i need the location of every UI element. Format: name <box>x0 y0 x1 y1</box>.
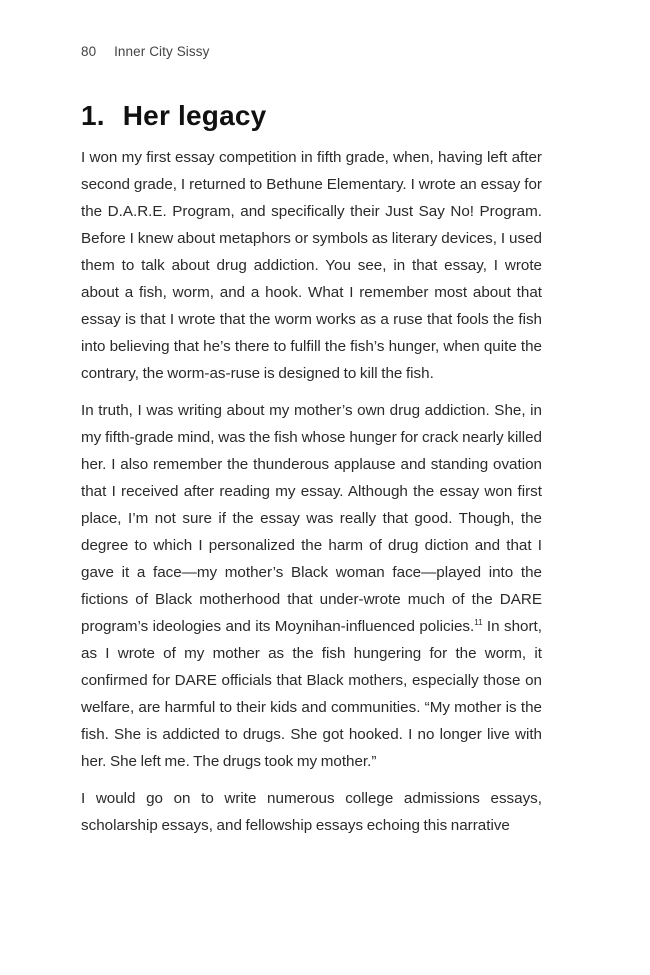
page-number: 80 <box>81 44 97 59</box>
section-title: Her legacy <box>122 100 267 131</box>
paragraph-2 <box>81 397 542 775</box>
running-head <box>81 44 209 59</box>
paragraph-2-text-after-note: In short, as I wrote of my mother as the fish hungering for the worm, it confirmed for DARE officials that Black mothers, especially those on welfare, are harmful to their kids and communities. “My mother is the fish. She is addicted to drugs. She got hooked. I no longer live with her. She left me. The drugs took my mother.” <box>81 618 542 770</box>
body-text <box>81 144 542 849</box>
paragraph-1: I won my first essay competition in fifth grade, when, having left after second grade, I returned to Bethune Elementary. I wrote an essay for the D.A.R.E. Program, and specifically their Just Say No! Program. Before I knew about metaphors or symbols as literary devices, I used them to talk about drug addiction. You see, in that essay, I wrote about a fish, worm, and a hook. What I remember most about that essay is that I wrote that the worm works as a ruse that fools the fish into believing that he’s there to fulfill the fish’s hunger, when quite the contrary, the worm-as-ruse is designed to kill the fish. <box>81 149 542 382</box>
paragraph-3: I would go on to write numerous college admissions essays, scholarship essays, and fellowship essays echoing this narrative <box>81 790 542 834</box>
section-number: 1. <box>81 100 105 131</box>
section-heading <box>81 100 266 132</box>
footnote-reference[interactable]: 11 <box>474 617 483 627</box>
book-title: Inner City Sissy <box>114 44 210 59</box>
paragraph-2-text-before-note: In truth, I was writing about my mother’s own drug addiction. She, in my fifth-grade mind, was the fish whose hunger for crack nearly killed her. I also remember the thunderous applause and standing ovation that I received after reading my essay. Although the essay won first place, I’m not sure if the essay was really that good. Though, the degree to which I personalized the harm of drug diction and that I gave it a face—my mother’s Black woman face—played into the fictions of Black motherhood that under-wrote much of the DARE program’s ideologies and its Moynihan-influenced policies. <box>81 402 542 635</box>
